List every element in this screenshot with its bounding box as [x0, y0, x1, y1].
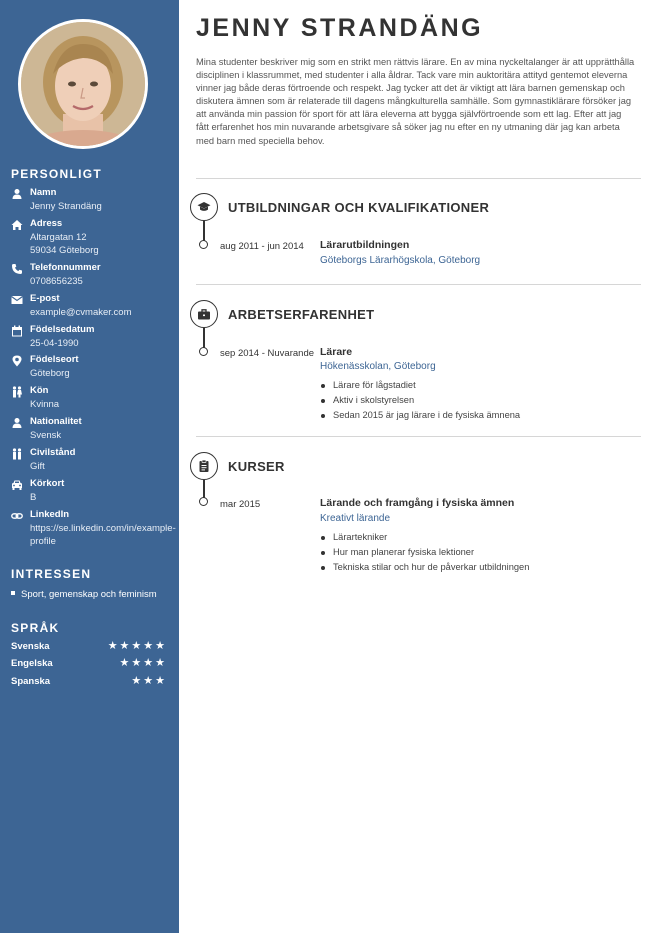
- list-item: Tekniska stilar och hur de påverkar utbildningen: [320, 560, 529, 575]
- location-pin-icon: [11, 355, 23, 367]
- languages-heading: SPRÅK: [11, 621, 60, 635]
- course-provider: Kreativt lärande: [320, 513, 391, 524]
- personal-heading: PERSONLIGT: [11, 167, 103, 181]
- address-line-1: Altargatan 12: [30, 232, 87, 243]
- timeline-dot: [199, 497, 208, 506]
- timeline-dot: [199, 347, 208, 356]
- profile-photo: [18, 19, 148, 149]
- list-item: Hur man planerar fysiska lektioner: [320, 545, 529, 560]
- personal-value: Gift: [30, 461, 45, 472]
- timeline-line: [203, 221, 205, 241]
- experience-bullets: [320, 378, 520, 423]
- list-item: Sedan 2015 är jag lärare i de fysiska ämnena: [320, 408, 520, 423]
- personal-label: Adress: [30, 218, 63, 229]
- language-row-svenska: [11, 641, 167, 655]
- car-icon: [11, 479, 23, 491]
- personal-value: [30, 231, 99, 257]
- calendar-icon: [11, 325, 23, 337]
- gender-icon: [11, 386, 23, 398]
- experience-date: sep 2014 - Nuvarande: [220, 348, 315, 359]
- personal-label: Nationalitet: [30, 416, 82, 427]
- linkedin-url-line-1[interactable]: https://se.linkedin.com/in/example-: [30, 523, 176, 534]
- personal-value: B: [30, 492, 37, 503]
- person-icon: [11, 188, 23, 200]
- personal-label: Kön: [30, 385, 49, 396]
- interests-heading: INTRESSEN: [11, 567, 92, 581]
- linkedin-url-line-2[interactable]: profile: [30, 536, 56, 547]
- personal-label: Födelsedatum: [30, 324, 95, 335]
- language-name: Engelska: [11, 658, 53, 669]
- language-name: Svenska: [11, 641, 50, 652]
- personal-value: Göteborg: [30, 368, 70, 379]
- section-divider: [196, 284, 641, 285]
- list-item: Aktiv i skolstyrelsen: [320, 393, 520, 408]
- education-section-title: UTBILDNINGAR OCH KVALIFIKATIONER: [228, 200, 490, 215]
- envelope-icon: [11, 294, 23, 306]
- personal-value: 0708656235: [30, 276, 83, 287]
- education-date: aug 2011 - jun 2014: [220, 241, 304, 252]
- language-rating-stars: ★★★: [131, 675, 167, 687]
- sidebar: [0, 0, 179, 933]
- phone-icon: [11, 263, 23, 275]
- candidate-name: JENNY STRANDÄNG: [196, 14, 484, 42]
- linkedin-link[interactable]: [30, 522, 176, 548]
- course-title: Lärande och framgång i fysiska ämnen: [320, 497, 515, 509]
- education-title: Lärarutbildningen: [320, 239, 410, 251]
- language-rating-stars: ★★★★: [119, 657, 167, 669]
- personal-label: Namn: [30, 187, 57, 198]
- timeline-line: [203, 480, 205, 498]
- interest-text: Sport, gemenskap och feminism: [21, 589, 157, 600]
- person-icon: [11, 417, 23, 429]
- couple-icon: [11, 448, 23, 460]
- language-rating-stars: ★★★★★: [107, 640, 167, 652]
- personal-value: 25-04-1990: [30, 338, 79, 349]
- link-icon: [11, 510, 23, 522]
- courses-section-title: KURSER: [228, 459, 285, 474]
- section-divider: [196, 178, 641, 179]
- personal-value: Svensk: [30, 430, 62, 441]
- personal-value: example@cvmaker.com: [30, 307, 132, 318]
- home-icon: [11, 219, 23, 231]
- list-item: Lärartekniker: [320, 530, 529, 545]
- personal-label: LinkedIn: [30, 509, 70, 520]
- timeline-dot: [199, 240, 208, 249]
- language-name: Spanska: [11, 676, 51, 687]
- personal-value: Jenny Strandäng: [30, 201, 102, 212]
- personal-value: Kvinna: [30, 399, 60, 410]
- personal-label: Civilstånd: [30, 447, 76, 458]
- interest-item: [11, 589, 157, 600]
- personal-label: Körkort: [30, 478, 65, 489]
- section-divider: [196, 436, 641, 437]
- language-row-engelska: [11, 658, 167, 672]
- personal-label: Telefonnummer: [30, 262, 101, 273]
- personal-label: E-post: [30, 293, 60, 304]
- briefcase-icon: [190, 300, 218, 328]
- graduation-cap-icon: [190, 193, 218, 221]
- course-date: mar 2015: [220, 499, 261, 510]
- experience-employer: Hökenässkolan, Göteborg: [320, 361, 436, 372]
- timeline-line: [203, 328, 205, 348]
- list-item: Lärare för lågstadiet: [320, 378, 520, 393]
- profile-summary: Mina studenter beskriver mig som en strikt men rättvis lärare. En av mina nyckeltalanger är att upprätthålla disciplinen i klassrummet, med studenter i alla åldrar. Tack vare min auktoritära attityd gentemot eleverna vinner jag både deras förtroende och respekt. Jag tycker att det är viktigt att lära barnen gemenskap och diskutera ämnen som är relaterade till dagens mångkulturella samhälle. Som gymnastiklärare försöker jag att använda min passion för sport för att lära eleverna att bygga självförtroende som ett lag. Efter att jag fått erfarenhet hos min nuvarande arbetsgivare så söker jag nu efter en ny utmaning där jag kan arbeta med barn med speciella behov.: [196, 57, 635, 146]
- language-row-spanska: [11, 676, 167, 690]
- experience-section-title: ARBETSERFARENHET: [228, 307, 375, 322]
- personal-label: Födelseort: [30, 354, 79, 365]
- address-line-2: 59034 Göteborg: [30, 245, 99, 256]
- clipboard-icon: [190, 452, 218, 480]
- education-institution: Göteborgs Lärarhögskola, Göteborg: [320, 255, 481, 266]
- course-bullets: [320, 530, 529, 575]
- experience-title: Lärare: [320, 346, 353, 358]
